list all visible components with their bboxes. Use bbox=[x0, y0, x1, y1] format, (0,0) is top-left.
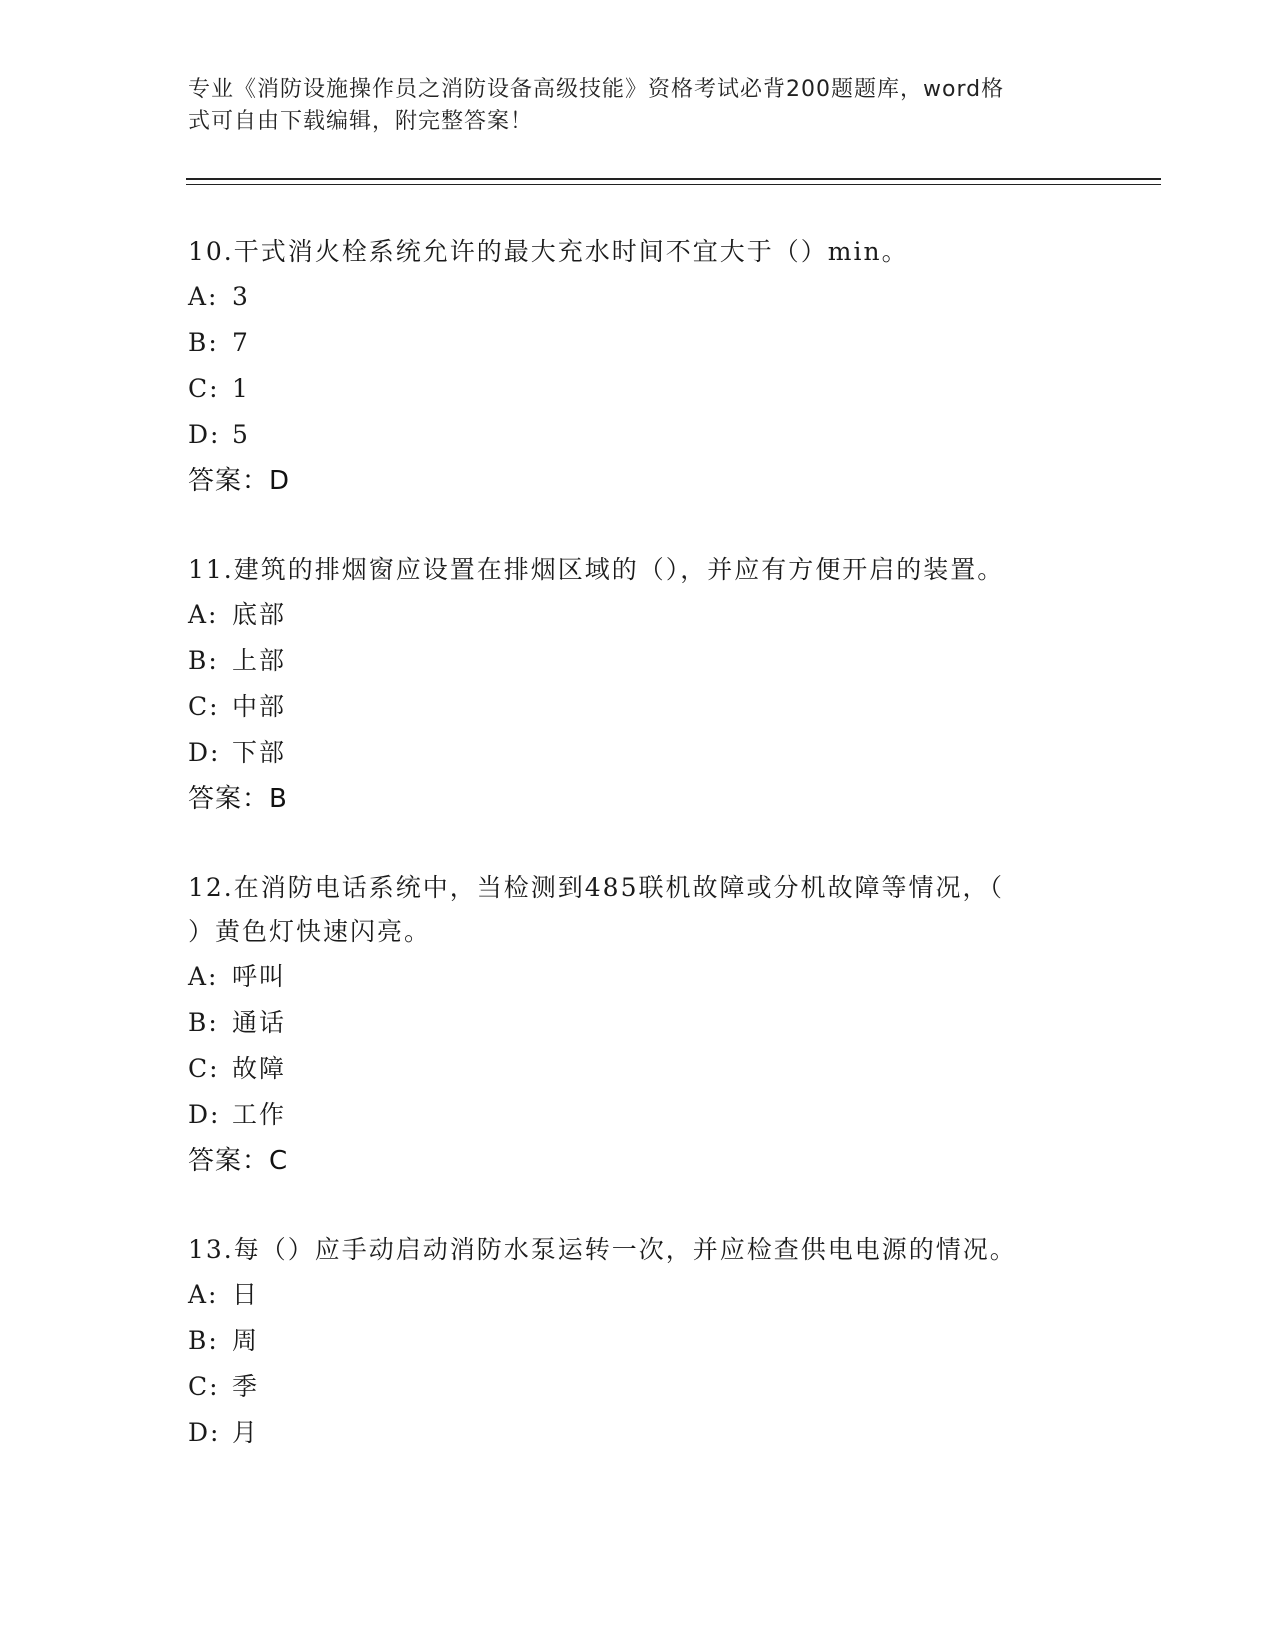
option-c bbox=[188, 1046, 1088, 1092]
header-divider-thin bbox=[186, 184, 1161, 185]
option-a bbox=[188, 274, 1088, 320]
header-line-2: 式可自由下载编辑，附完整答案！ bbox=[188, 109, 534, 134]
option-text: 上部 bbox=[232, 646, 287, 675]
option-key: C: bbox=[188, 1372, 220, 1401]
option-key: C: bbox=[188, 1054, 220, 1083]
option-key: A: bbox=[188, 282, 219, 311]
option-c bbox=[188, 684, 1088, 730]
option-key: D: bbox=[188, 738, 221, 767]
option-c bbox=[188, 1364, 1088, 1410]
option-text: 呼叫 bbox=[232, 962, 287, 991]
option-text: 中部 bbox=[232, 692, 287, 721]
option-key: B: bbox=[188, 328, 219, 357]
option-key: B: bbox=[188, 646, 219, 675]
option-key: D: bbox=[188, 1418, 221, 1447]
option-key: B: bbox=[188, 1326, 219, 1355]
option-b bbox=[188, 320, 1088, 366]
question-stem: 13.每（）应手动启动消防水泵运转一次，并应检查供电电源的情况。 bbox=[188, 1235, 1017, 1264]
option-b bbox=[188, 1318, 1088, 1364]
option-text: 故障 bbox=[232, 1054, 287, 1083]
option-text: 日 bbox=[232, 1280, 260, 1309]
option-d bbox=[188, 1092, 1088, 1138]
option-text: 7 bbox=[232, 328, 250, 357]
option-b bbox=[188, 638, 1088, 684]
option-text: 季 bbox=[232, 1372, 260, 1401]
option-d bbox=[188, 412, 1088, 458]
question-stem-continuation: ）黄色灯快速闪亮。 bbox=[188, 917, 432, 946]
option-text: 下部 bbox=[232, 738, 287, 767]
question-stem: 11.建筑的排烟窗应设置在排烟区域的（），并应有方便开启的装置。 bbox=[188, 555, 1005, 584]
option-key: C: bbox=[188, 374, 220, 403]
option-d bbox=[188, 730, 1088, 776]
option-a bbox=[188, 1272, 1088, 1318]
option-d bbox=[188, 1410, 1088, 1456]
question-13 bbox=[188, 1228, 1088, 1456]
option-c bbox=[188, 366, 1088, 412]
question-11 bbox=[188, 548, 1088, 822]
option-b bbox=[188, 1000, 1088, 1046]
question-10 bbox=[188, 230, 1088, 504]
answer-label: 答案：D bbox=[188, 466, 291, 496]
header-line-1: 专业《消防设施操作员之消防设备高级技能》资格考试必背200题题库，word格 bbox=[188, 77, 1005, 102]
option-key: D: bbox=[188, 420, 221, 449]
option-key: A: bbox=[188, 962, 219, 991]
option-text: 通话 bbox=[232, 1008, 287, 1037]
option-key: A: bbox=[188, 1280, 219, 1309]
answer-label: 答案：B bbox=[188, 784, 288, 814]
question-stem: 10.干式消火栓系统允许的最大充水时间不宜大于（）min。 bbox=[188, 237, 909, 266]
option-text: 月 bbox=[232, 1418, 260, 1447]
question-12 bbox=[188, 866, 1088, 1184]
question-stem: 12.在消防电话系统中，当检测到485联机故障或分机故障等情况，（ bbox=[188, 873, 1004, 902]
option-text: 工作 bbox=[232, 1100, 287, 1129]
answer-label: 答案：C bbox=[188, 1146, 289, 1176]
option-key: C: bbox=[188, 692, 220, 721]
option-text: 周 bbox=[232, 1326, 260, 1355]
document-header bbox=[188, 74, 1068, 138]
option-text: 1 bbox=[232, 374, 250, 403]
option-key: A: bbox=[188, 600, 219, 629]
option-text: 5 bbox=[232, 420, 250, 449]
header-divider-thick bbox=[186, 178, 1161, 180]
option-a bbox=[188, 954, 1088, 1000]
option-key: B: bbox=[188, 1008, 219, 1037]
option-a bbox=[188, 592, 1088, 638]
option-text: 底部 bbox=[232, 600, 287, 629]
option-key: D: bbox=[188, 1100, 221, 1129]
option-text: 3 bbox=[232, 282, 250, 311]
